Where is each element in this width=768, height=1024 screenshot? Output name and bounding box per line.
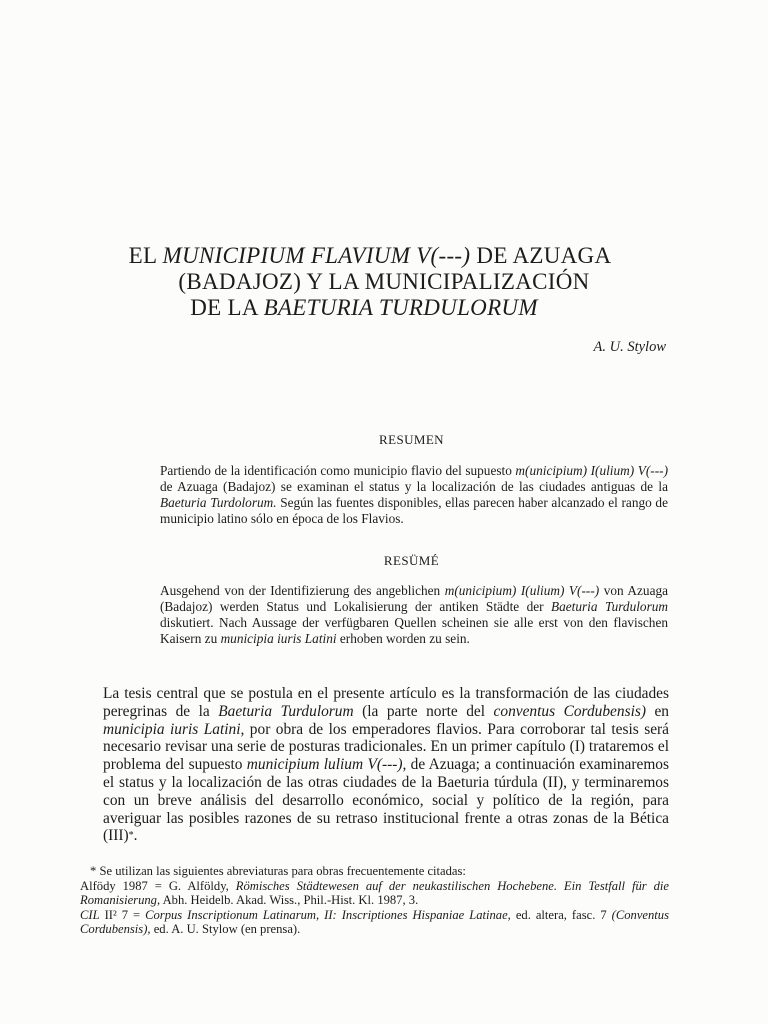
footnote-italic-text: (Conventus Cordubensis), (80, 907, 669, 937)
title-italic-text: MUNICIPIUM FLAVIUM V(---) (162, 243, 471, 268)
title-text: EL (128, 243, 163, 268)
footnote (80, 864, 669, 937)
abstract-text: erhoben worden zu sein. (336, 631, 470, 646)
title-line-2: (BADAJOZ) Y LA MUNICIPALIZACIÓN (178, 269, 590, 294)
body-italic-text: municipia iuris Latini, (103, 720, 245, 738)
body-text: La tesis central que se postula en el presente artículo es la transformación de las ciudades peregrinas de la (103, 685, 669, 720)
author-name: A. U. Stylow (593, 339, 666, 355)
footnote-text: ed. altera, fasc. 7 (510, 907, 612, 922)
abstract-text: von Azuaga (Badajoz) werden Status und Lokalisierung der antiken Städte der (160, 583, 669, 614)
abstract-text: de Azuaga (Badajoz) se examinan el status y la localización de las ciudades antiguas de la (160, 479, 668, 494)
abstract-text: Partiendo de la identificación como municipio flavio del supuesto (160, 463, 516, 478)
abstract-italic-text: Baeturia Turdulorum (550, 599, 668, 614)
body-italic-text: Baeturia Turdulorum (218, 702, 354, 720)
title-line-3 (0, 295, 748, 321)
abstract-italic-text: Baeturia Turdolorum. (160, 495, 277, 510)
footnote-italic-text: Corpus Inscriptionum Latinarum, II: Inscriptiones Hispaniae Latinae, (145, 907, 511, 922)
abstract-text: Ausgehend von der Identifizierung des angeblichen (160, 583, 445, 598)
body-paragraph (103, 685, 669, 845)
abstract-italic-text: m(unicipium) I(ulium) V(---) (515, 463, 668, 478)
body-text: (la parte norte del (353, 702, 494, 720)
footnote-text: Abh. Heidelb. Akad. Wiss., Phil.-Hist. Kl. 1987, 3. (160, 893, 419, 908)
title-text: DE LA (190, 295, 264, 320)
footnote-cil (80, 908, 669, 937)
abstract-italic-text: municipia iuris Latini (220, 631, 337, 646)
body-italic-text: municipium lulium V(---), (246, 756, 407, 774)
abstract-text: Según las fuentes disponibles, ellas parecen haber alcanzado el rango de municipio latino sólo en época de los Flavios. (160, 495, 668, 526)
footnote-text: II² 7 = (99, 907, 146, 922)
footnote-italic-text: Römisches Städtewesen auf der neukastilischen Hochebene. Ein Testfall für die Romanisierung, (80, 878, 669, 908)
resume-heading: RESÜMÉ (383, 553, 440, 568)
resumen-abstract (160, 463, 668, 527)
abstract-text: diskutiert. Nach Aussage der verfügbaren Quellen scheinen sie alle erst von den flavischen Kaisern zu (160, 615, 668, 646)
footnote-italic-text: CIL (80, 907, 100, 922)
title-line-1 (0, 243, 754, 269)
footnote-alfoldy (80, 879, 669, 908)
resumen-heading: RESUMEN (379, 432, 444, 447)
body-text: en (645, 702, 669, 720)
abstract-italic-text: m(unicipium) I(ulium) V(---) (444, 583, 600, 598)
body-italic-text: conventus Cordubensis) (493, 702, 646, 720)
footnote-text: Alfödy 1987 = G. Alföldy, (80, 878, 236, 893)
body-text: por obra de los emperadores flavios. Para corroborar tal tesis será necesario revisar una serie de posturas tradicionales. En un primer capítulo (I) trataremos el problema del supuesto (103, 720, 669, 774)
footnote-marker[interactable]: * (128, 830, 134, 842)
footnote-text: ed. A. U. Stylow (en prensa). (150, 922, 301, 937)
body-text: . (133, 827, 138, 845)
title-text: DE AZUAGA (470, 243, 612, 268)
footnote-intro: * Se utilizan las siguientes abreviaturas para obras frecuentemente citadas: (90, 864, 466, 878)
resume-abstract (160, 583, 668, 647)
title-italic-text: BAETURIA TURDULORUM (263, 295, 538, 320)
article-title (0, 243, 768, 321)
body-text: de Azuaga; a continuación examinaremos el status y la localización de las otras ciudades de la Baeturia túrdula (II), y terminaremos con un breve análisis del desarrollo económico, social y político de la región, para averiguar las posibles razones de su retraso institucional frente a otras zonas de la Bética (III) (103, 756, 669, 845)
